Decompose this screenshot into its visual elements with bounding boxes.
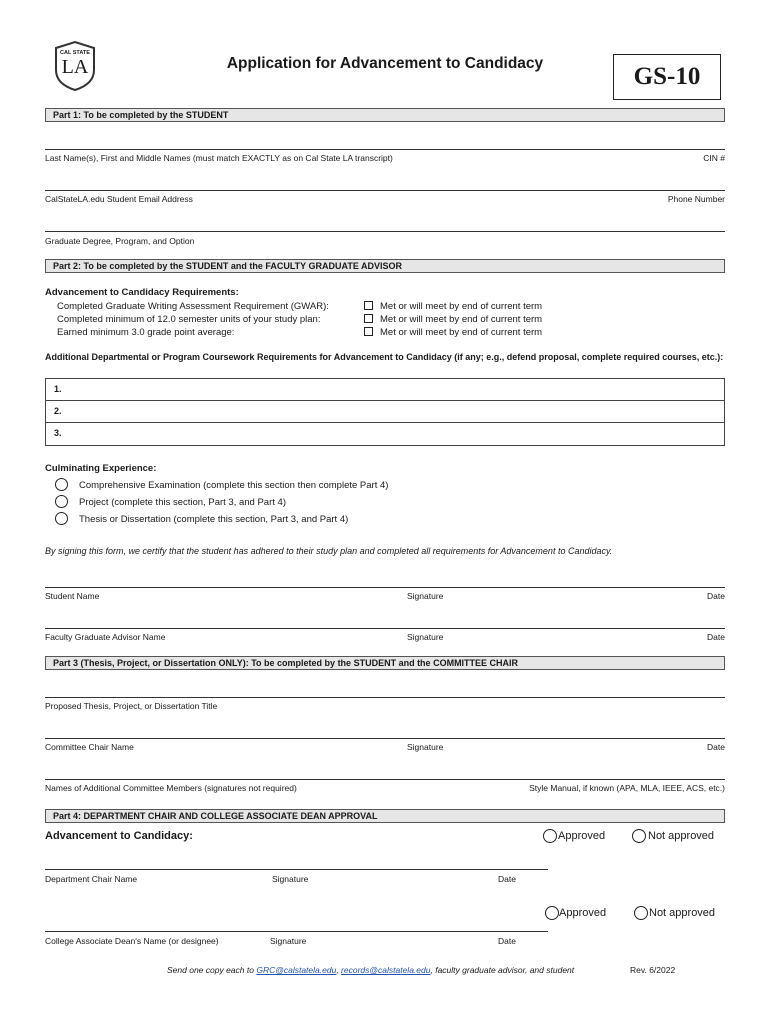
checkbox-gpa-label: Met or will meet by end of current term xyxy=(380,327,543,338)
committee-chair-label: Committee Chair Name xyxy=(45,742,134,752)
dept-chair-signature-line[interactable] xyxy=(45,869,548,870)
requirement-row-1[interactable]: 1. xyxy=(46,379,724,401)
phone-label: Phone Number xyxy=(667,194,725,204)
dept-chair-date-label: Date xyxy=(498,874,516,884)
cin-label: CIN # xyxy=(703,153,725,163)
chair-signature-line[interactable] xyxy=(45,738,725,739)
grc-email-link[interactable]: GRC@calstatela.edu xyxy=(256,965,337,975)
part3-heading: Part 3 (Thesis, Project, or Dissertation ONLY): To be completed by the STUDENT and the COMMITTEE CHAIR xyxy=(45,656,725,670)
dean-date-label: Date xyxy=(498,936,516,946)
dean-signature-label: Signature xyxy=(270,936,307,946)
proposed-title-label: Proposed Thesis, Project, or Dissertation Title xyxy=(45,701,218,711)
members-field-line[interactable] xyxy=(45,779,725,780)
name-label: Last Name(s), First and Middle Names (must match EXACTLY as on Cal State LA transcript) xyxy=(45,153,393,163)
requirement-gwar: Completed Graduate Writing Assessment Requirement (GWAR): xyxy=(57,301,329,312)
advisor-signature-label: Signature xyxy=(407,632,444,642)
student-signature-line[interactable] xyxy=(45,587,725,588)
dean-not-approved-label: Not approved xyxy=(649,907,716,919)
checkbox-gwar[interactable] xyxy=(364,301,373,310)
radio-chair-not-approved[interactable] xyxy=(632,829,646,843)
revision-label: Rev. 6/2022 xyxy=(630,965,676,975)
student-name-label: Student Name xyxy=(45,591,100,601)
requirement-row-2[interactable]: 2. xyxy=(46,401,724,423)
dean-approved-label: Approved xyxy=(559,907,607,919)
style-manual-label: Style Manual, if known (APA, MLA, IEEE, ACS, etc.) xyxy=(529,783,725,793)
chair-approved-label: Approved xyxy=(558,830,606,842)
dept-chair-name-label: Department Chair Name xyxy=(45,874,138,884)
form-code: GS-10 xyxy=(613,54,721,100)
advisor-signature-line[interactable] xyxy=(45,628,725,629)
radio-comprehensive-exam[interactable] xyxy=(55,478,68,491)
dean-name-label: College Associate Dean's Name (or designee) xyxy=(45,936,219,946)
chair-not-approved-label: Not approved xyxy=(648,830,715,842)
committee-members-label: Names of Additional Committee Members (signatures not required) xyxy=(45,783,297,793)
dean-signature-line[interactable] xyxy=(45,931,548,932)
radio-dean-not-approved[interactable] xyxy=(634,906,648,920)
option-comprehensive-exam: Comprehensive Examination (complete this section then complete Part 4) xyxy=(79,480,389,491)
degree-field-line[interactable] xyxy=(45,231,725,232)
footer-suffix: , faculty graduate advisor, and student xyxy=(430,965,575,975)
requirements-title: Advancement to Candidacy Requirements: xyxy=(45,287,239,298)
additional-requirements-table xyxy=(45,378,725,446)
culminating-title: Culminating Experience: xyxy=(45,463,157,474)
requirement-row-3[interactable]: 3. xyxy=(54,428,62,438)
chair-date-label: Date xyxy=(707,742,725,752)
dept-chair-signature-label: Signature xyxy=(272,874,309,884)
chair-signature-label: Signature xyxy=(407,742,444,752)
checkbox-gwar-label: Met or will meet by end of current term xyxy=(380,301,543,312)
part2-heading: Part 2: To be completed by the STUDENT and the FACULTY GRADUATE ADVISOR xyxy=(45,259,725,273)
certify-statement: By signing this form, we certify that the student has adhered to their study plan and completed all requirements for Advancement to Candidacy. xyxy=(45,546,613,556)
email-field-line[interactable] xyxy=(45,190,725,191)
title-field-line[interactable] xyxy=(45,697,725,698)
radio-dean-approved[interactable] xyxy=(545,906,559,920)
part1-heading: Part 1: To be completed by the STUDENT xyxy=(45,108,725,122)
logo-small-text: CAL STATE xyxy=(60,50,90,56)
requirement-gpa: Earned minimum 3.0 grade point average: xyxy=(57,327,235,338)
part4-heading: Part 4: DEPARTMENT CHAIR AND COLLEGE ASSOCIATE DEAN APPROVAL xyxy=(45,809,725,823)
page-title: Application for Advancement to Candidacy xyxy=(226,55,544,72)
name-field-line[interactable] xyxy=(45,149,725,150)
additional-requirements-title: Additional Departmental or Program Coursework Requirements for Advancement to Candidacy (if any; e.g., defend proposal, complete required courses, etc.): xyxy=(45,352,724,362)
radio-chair-approved[interactable] xyxy=(543,829,557,843)
option-thesis: Thesis or Dissertation (complete this section, Part 3, and Part 4) xyxy=(79,514,349,525)
advisor-name-label: Faculty Graduate Advisor Name xyxy=(45,632,166,642)
checkbox-gpa[interactable] xyxy=(364,327,373,336)
student-date-label: Date xyxy=(707,591,725,601)
student-signature-label: Signature xyxy=(407,591,444,601)
logo-big-text: LA xyxy=(61,56,89,78)
advancement-label: Advancement to Candidacy: xyxy=(45,830,193,842)
footer-separator: , xyxy=(336,965,342,975)
requirement-units: Completed minimum of 12.0 semester units of your study plan: xyxy=(57,314,321,325)
email-label: CalStateLA.edu Student Email Address xyxy=(45,194,193,204)
radio-project[interactable] xyxy=(55,495,68,508)
footer-instructions xyxy=(167,965,574,975)
footer-prefix: Send one copy each to xyxy=(167,965,257,975)
degree-label: Graduate Degree, Program, and Option xyxy=(45,236,195,246)
records-email-link[interactable]: records@calstatela.edu xyxy=(341,965,431,975)
checkbox-units-label: Met or will meet by end of current term xyxy=(380,314,543,325)
checkbox-units[interactable] xyxy=(364,314,373,323)
radio-thesis[interactable] xyxy=(55,512,68,525)
option-project: Project (complete this section, Part 3, and Part 4) xyxy=(79,497,286,508)
advisor-date-label: Date xyxy=(707,632,725,642)
